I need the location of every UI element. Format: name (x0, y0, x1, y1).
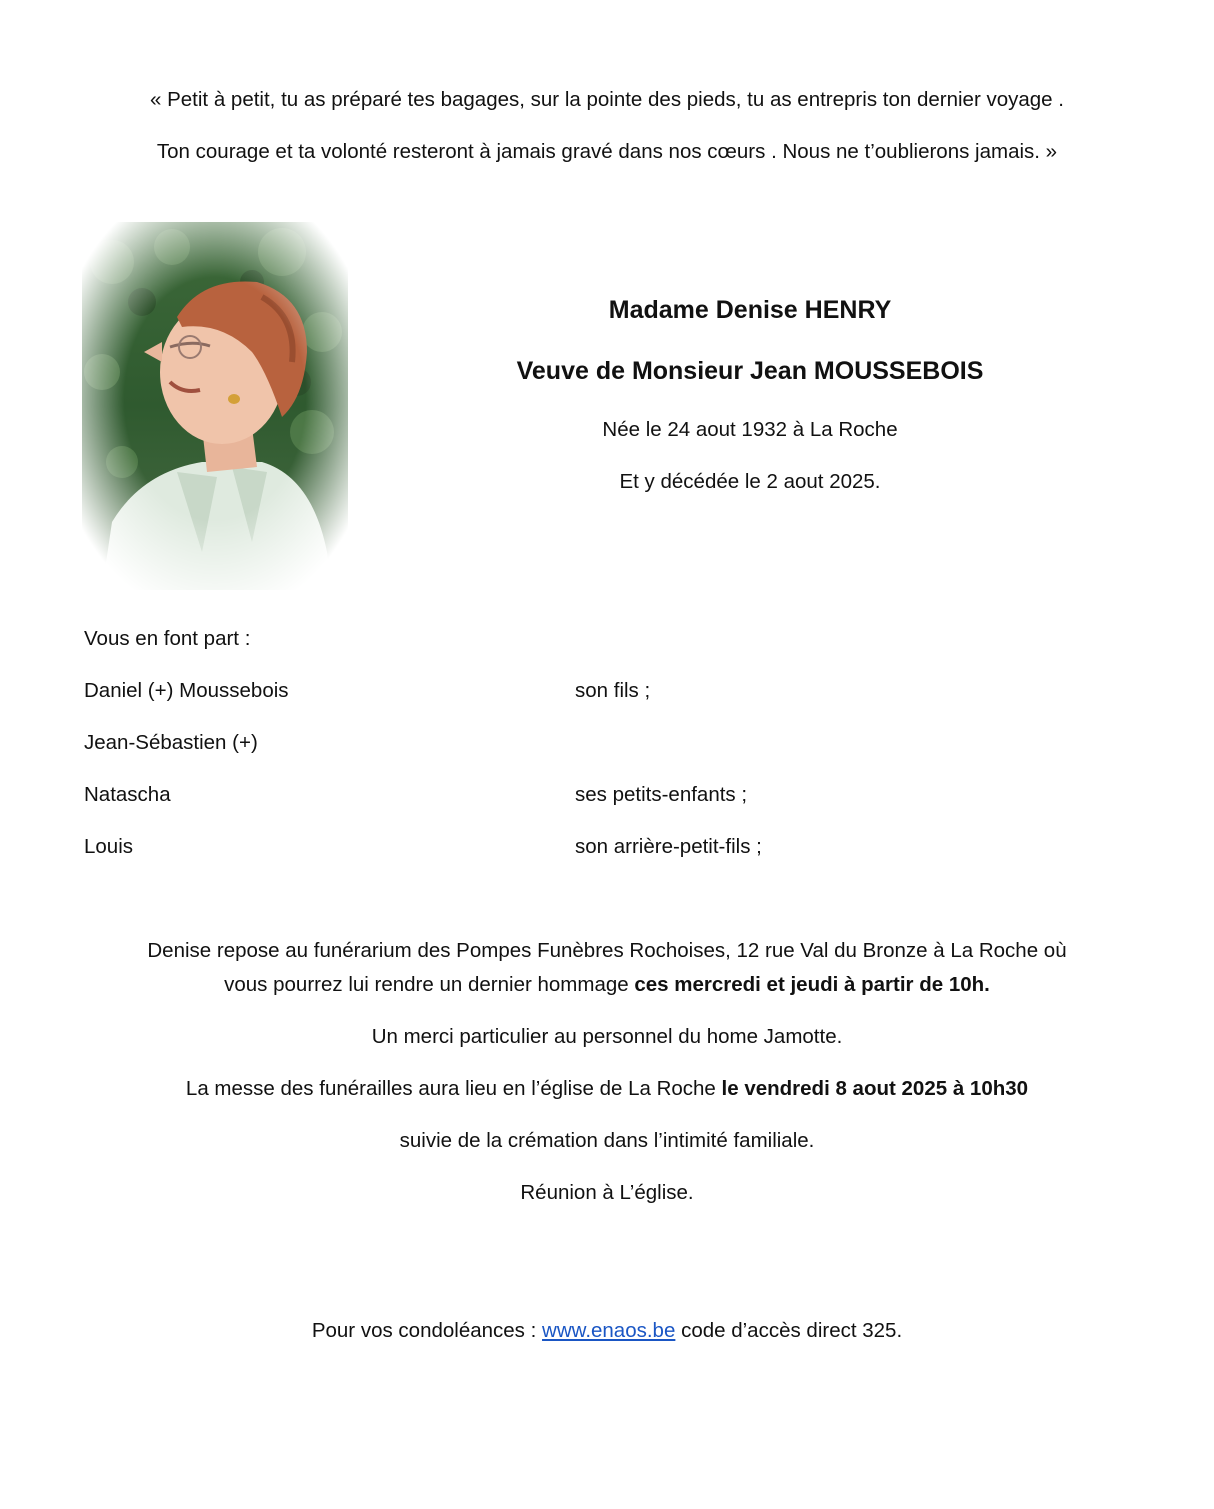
family-member-name: Jean-Sébastien (+) (84, 731, 258, 754)
thanks-line: Un merci particulier au personnel du home Jamotte. (371, 1025, 843, 1048)
visiting-hours: ces mercredi et jeudi à partir de 10h. (634, 973, 990, 996)
quote-line-1: « Petit à petit, tu as préparé tes bagages, sur la pointe des pieds, tu as entrepris ton dernier voyage . (150, 88, 1064, 111)
death-info: Et y décédée le 2 aout 2025. (619, 470, 881, 493)
cremation-line: suivie de la crémation dans l’intimité familiale. (399, 1129, 815, 1152)
condolences-link[interactable]: www.enaos.be (542, 1319, 676, 1342)
family-member-relation: son fils ; (575, 679, 651, 702)
meeting-line: Réunion à L’église. (520, 1181, 694, 1204)
condolences-prefix: Pour vos condoléances : (311, 1319, 543, 1342)
condolences-line (0, 1319, 1214, 1343)
widow-of: Veuve de Monsieur Jean MOUSSEBOIS (516, 357, 984, 385)
deceased-name: Madame Denise HENRY (608, 296, 892, 324)
family-member-name: Daniel (+) Moussebois (84, 679, 289, 702)
repose-line-2 (0, 973, 1214, 997)
family-member-name: Louis (84, 835, 134, 858)
family-member-name: Natascha (84, 783, 171, 806)
mass-text: La messe des funérailles aura lieu en l’église de La Roche (185, 1077, 722, 1100)
family-intro: Vous en font part : (84, 627, 251, 650)
quote-line-2: Ton courage et ta volonté resteront à jamais gravé dans nos cœurs . Nous ne t’oublierons jamais. » (156, 140, 1058, 163)
portrait-photo (82, 222, 348, 590)
mass-datetime: le vendredi 8 aout 2025 à 10h30 (721, 1077, 1029, 1100)
family-member-relation: ses petits-enfants ; (575, 783, 748, 806)
birth-info: Née le 24 aout 1932 à La Roche (602, 418, 898, 441)
condolences-suffix: code d’accès direct 325. (675, 1319, 903, 1342)
repose-text: vous pourrez lui rendre un dernier hommage (224, 973, 635, 996)
mass-line (0, 1077, 1214, 1101)
repose-line-1: Denise repose au funérarium des Pompes Funèbres Rochoises, 12 rue Val du Bronze à La Roche où (147, 939, 1067, 962)
family-member-relation: son arrière-petit-fils ; (575, 835, 762, 858)
